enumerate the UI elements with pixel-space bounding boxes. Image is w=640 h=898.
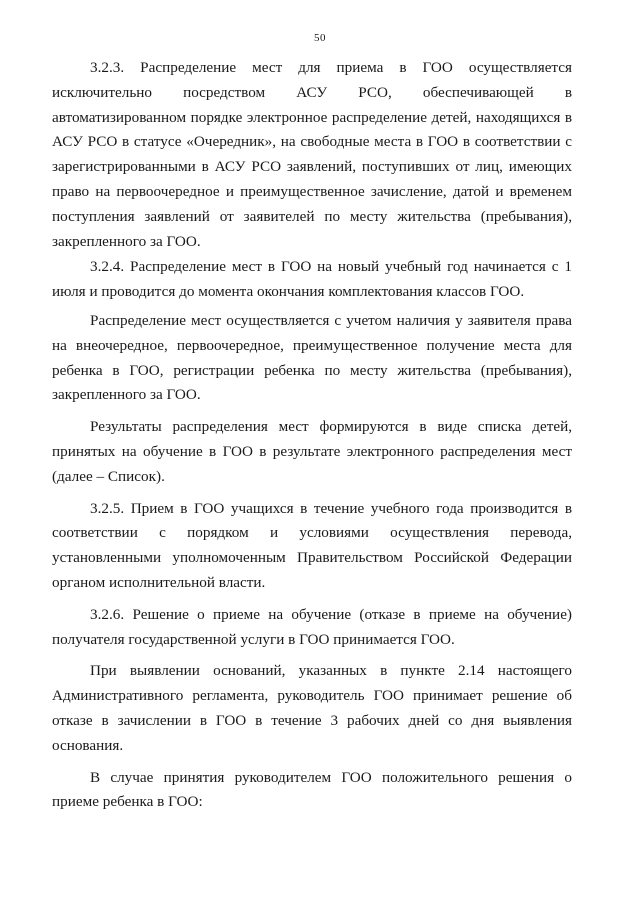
paragraph-3-2-3: 3.2.3. Распределение мест для приема в ГОО осуществляется исключительно посредством АСУ РСО, обеспечивающей в автоматизированном порядке электронное распределение детей, находящихся в АСУ РСО в статусе «Очередник», на свободные места в ГОО в соответствии с зарегистрированными в АСУ РСО заявлений, поступивших от лиц, имеющих право на первоочередное и преимущественное зачисление, датой и временем поступления заявлений от заявителей по месту жительства (пребывания), закрепленного за ГОО. bbox=[52, 59, 572, 250]
paragraph-3-2-5: 3.2.5. Прием в ГОО учащихся в течение учебного года производится в соответствии с порядком и условиями осуществления перевода, установленными уполномоченным Правительством Российской Федерации органом исполнительной власти. bbox=[52, 499, 572, 591]
paragraph-distribution-results: Результаты распределения мест формируются в виде списка детей, принятых на обучение в ГОО в результате электронного распределения мест (далее – Список). bbox=[52, 418, 572, 485]
page-number: 50 bbox=[314, 32, 326, 44]
paragraph-positive-decision: В случае принятия руководителем ГОО положительного решения о приеме ребенка в ГОО: bbox=[52, 768, 572, 811]
paragraph-3-2-4: 3.2.4. Распределение мест в ГОО на новый учебный год начинается с 1 июля и проводится до момента окончания комплектования классов ГОО. bbox=[52, 258, 572, 301]
paragraph-distribution-rights: Распределение мест осуществляется с учетом наличия у заявителя права на внеочередное, первоочередное, преимущественное получение места для ребенка в ГОО, регистрации ребенка по месту жительства (пребывания), закрепленного за ГОО. bbox=[52, 311, 572, 404]
paragraph-refusal-grounds: При выявлении оснований, указанных в пункте 2.14 настоящего Административного регламента, руководитель ГОО принимает решение об отказе в зачислении в ГОО в течение 3 рабочих дней со дня выявления основания. bbox=[52, 662, 572, 754]
document-body bbox=[52, 56, 572, 815]
paragraph-3-2-6: 3.2.6. Решение о приеме на обучение (отказе в приеме на обучение) получателя государственной услуги в ГОО принимается ГОО. bbox=[52, 605, 572, 648]
